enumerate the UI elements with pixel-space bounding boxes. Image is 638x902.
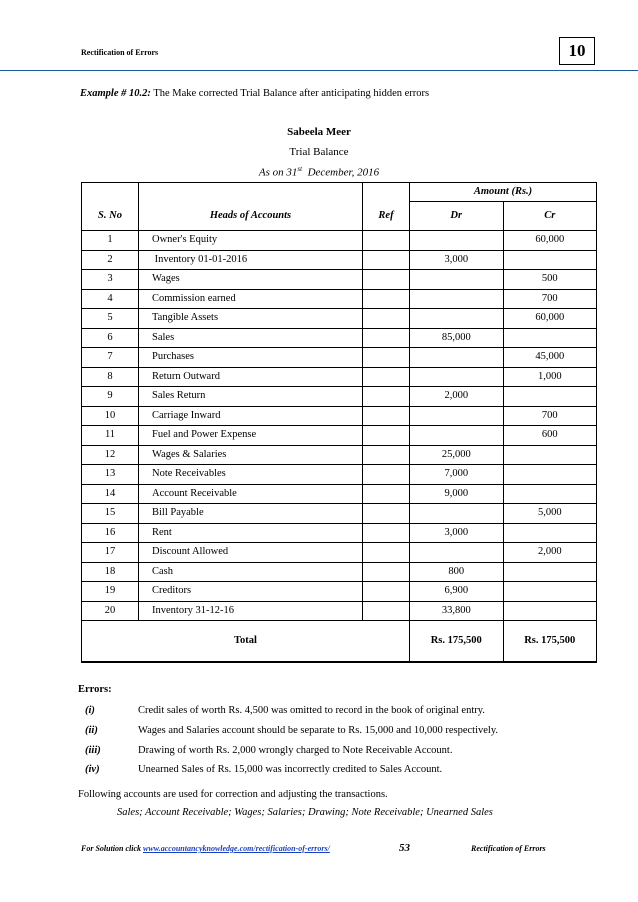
cell-cr: 60,000 (503, 231, 597, 251)
cell-cr (503, 445, 597, 465)
cell-sno: 13 (82, 465, 139, 485)
cell-cr (503, 465, 597, 485)
as-on-suffix: December, 2016 (302, 166, 380, 179)
cell-head: Rent (139, 523, 363, 543)
table-row (82, 523, 597, 543)
cell-ref (363, 465, 410, 485)
cell-sno: 16 (82, 523, 139, 543)
col-sno-header: S. No (82, 202, 139, 231)
table-row (82, 348, 597, 368)
cell-ref (363, 406, 410, 426)
cell-cr: 2,000 (503, 543, 597, 563)
cell-cr: 45,000 (503, 348, 597, 368)
cell-ref (363, 348, 410, 368)
statement-title: Trial Balance (289, 146, 349, 158)
cell-sno: 7 (82, 348, 139, 368)
cell-dr (410, 309, 504, 329)
table-row (82, 387, 597, 407)
cell-dr (410, 289, 504, 309)
cell-head: Return Outward (139, 367, 363, 387)
cell-head: Purchases (139, 348, 363, 368)
amount-header: Amount (Rs.) (410, 183, 597, 202)
cell-dr (410, 231, 504, 251)
cell-dr: 25,000 (410, 445, 504, 465)
table-row (82, 484, 597, 504)
cell-dr (410, 348, 504, 368)
table-row (82, 601, 597, 621)
cell-dr: 3,000 (410, 523, 504, 543)
cell-head: Cash (139, 562, 363, 582)
cell-cr: 700 (503, 289, 597, 309)
table-row (82, 406, 597, 426)
error-text: Wages and Salaries account should be separate to Rs. 15,000 and 10,000 respectively. (138, 725, 499, 736)
accounts-list: Sales; Account Receivable; Wages; Salaries; Drawing; Note Receivable; Unearned Sales (117, 807, 493, 818)
cell-head: Commission earned (139, 289, 363, 309)
table-header-row-amount (82, 183, 597, 202)
following-text: Following accounts are used for correction and adjusting the transactions. (78, 789, 388, 800)
cell-dr: 9,000 (410, 484, 504, 504)
cell-dr (410, 543, 504, 563)
table-row (82, 270, 597, 290)
cell-ref (363, 504, 410, 524)
cell-head: Owner's Equity (139, 231, 363, 251)
cell-head: Creditors (139, 582, 363, 602)
cell-cr: 500 (503, 270, 597, 290)
cell-cr: 600 (503, 426, 597, 446)
table-row (82, 504, 597, 524)
table-row (82, 250, 597, 270)
table-row (82, 582, 597, 602)
cell-cr (503, 601, 597, 621)
table-row (82, 426, 597, 446)
total-cr: Rs. 175,500 (503, 621, 597, 663)
company-name: Sabeela Meer (287, 126, 351, 138)
as-on-sup: st (297, 165, 303, 173)
error-number: (ii) (85, 725, 98, 736)
col-cr-header: Cr (503, 202, 597, 231)
cell-cr (503, 387, 597, 407)
cell-ref (363, 250, 410, 270)
cell-dr: 800 (410, 562, 504, 582)
cell-sno: 1 (82, 231, 139, 251)
cell-head: Carriage Inward (139, 406, 363, 426)
trial-balance-table (81, 182, 597, 663)
cell-sno: 19 (82, 582, 139, 602)
cell-sno: 20 (82, 601, 139, 621)
cell-dr (410, 406, 504, 426)
table-row (82, 562, 597, 582)
cell-sno: 8 (82, 367, 139, 387)
cell-sno: 9 (82, 387, 139, 407)
cell-sno: 2 (82, 250, 139, 270)
total-dr: Rs. 175,500 (410, 621, 504, 663)
cell-head: Wages (139, 270, 363, 290)
cell-dr: 6,900 (410, 582, 504, 602)
error-number: (iv) (85, 764, 100, 775)
cell-ref (363, 387, 410, 407)
cell-ref (363, 289, 410, 309)
table-row (82, 328, 597, 348)
table-row (82, 465, 597, 485)
cell-head: Inventory 01-01-2016 (139, 250, 363, 270)
cell-sno: 14 (82, 484, 139, 504)
cell-ref (363, 231, 410, 251)
col-dr-header: Dr (410, 202, 504, 231)
cell-sno: 10 (82, 406, 139, 426)
cell-ref (363, 270, 410, 290)
cell-sno: 4 (82, 289, 139, 309)
cell-sno: 18 (82, 562, 139, 582)
table-header-row (82, 202, 597, 231)
cell-ref (363, 309, 410, 329)
error-text: Unearned Sales of Rs. 15,000 was incorrectly credited to Sales Account. (138, 764, 443, 775)
table-row (82, 367, 597, 387)
cell-cr (503, 328, 597, 348)
cell-head: Inventory 31-12-16 (139, 601, 363, 621)
footer-solution (81, 844, 330, 853)
col-ref-header: Ref (363, 202, 410, 231)
cell-head: Discount Allowed (139, 543, 363, 563)
example-heading (80, 88, 429, 99)
header-divider (0, 70, 638, 71)
cell-ref (363, 523, 410, 543)
cell-dr: 33,800 (410, 601, 504, 621)
cell-cr: 700 (503, 406, 597, 426)
cell-ref (363, 582, 410, 602)
as-on-date (0, 165, 638, 179)
cell-cr (503, 484, 597, 504)
table-row (82, 309, 597, 329)
cell-dr (410, 504, 504, 524)
chapter-number-badge: 10 (559, 37, 595, 65)
header-title: Rectification of Errors (81, 48, 159, 57)
total-label: Total (82, 621, 410, 663)
cell-ref (363, 445, 410, 465)
cell-ref (363, 328, 410, 348)
error-text: Credit sales of worth Rs. 4,500 was omitted to record in the book of original entry. (138, 705, 485, 716)
footer-chapter-title: Rectification of Errors (471, 844, 546, 853)
cell-cr (503, 523, 597, 543)
example-label: Example # 10.2: (80, 88, 151, 99)
cell-sno: 5 (82, 309, 139, 329)
cell-dr (410, 367, 504, 387)
cell-cr: 5,000 (503, 504, 597, 524)
cell-ref (363, 543, 410, 563)
cell-head: Account Receivable (139, 484, 363, 504)
cell-head: Sales (139, 328, 363, 348)
cell-cr: 60,000 (503, 309, 597, 329)
cell-sno: 11 (82, 426, 139, 446)
cell-head: Tangible Assets (139, 309, 363, 329)
cell-dr: 7,000 (410, 465, 504, 485)
cell-sno: 3 (82, 270, 139, 290)
cell-sno: 6 (82, 328, 139, 348)
cell-head: Wages & Salaries (139, 445, 363, 465)
errors-title: Errors: (78, 684, 112, 695)
cell-ref (363, 484, 410, 504)
table-row (82, 445, 597, 465)
total-row (82, 621, 597, 663)
cell-head: Bill Payable (139, 504, 363, 524)
cell-head: Note Receivables (139, 465, 363, 485)
cell-dr: 2,000 (410, 387, 504, 407)
cell-head: Fuel and Power Expense (139, 426, 363, 446)
cell-ref (363, 426, 410, 446)
table-row (82, 289, 597, 309)
table-row (82, 231, 597, 251)
cell-dr (410, 426, 504, 446)
error-number: (iii) (85, 745, 101, 756)
page-number: 53 (399, 842, 410, 854)
cell-cr (503, 562, 597, 582)
cell-dr: 3,000 (410, 250, 504, 270)
error-number: (i) (85, 705, 95, 716)
table-row (82, 543, 597, 563)
cell-sno: 17 (82, 543, 139, 563)
cell-ref (363, 601, 410, 621)
cell-dr (410, 270, 504, 290)
cell-cr (503, 582, 597, 602)
cell-sno: 12 (82, 445, 139, 465)
footer-prefix: For Solution click (81, 844, 144, 853)
example-text: The Make corrected Trial Balance after anticipating hidden errors (153, 88, 430, 99)
cell-dr: 85,000 (410, 328, 504, 348)
cell-head: Sales Return (139, 387, 363, 407)
cell-cr (503, 250, 597, 270)
as-on-prefix: As on 31 (258, 166, 298, 179)
col-heads-header: Heads of Accounts (139, 202, 363, 231)
cell-ref (363, 367, 410, 387)
cell-cr: 1,000 (503, 367, 597, 387)
cell-sno: 15 (82, 504, 139, 524)
cell-ref (363, 562, 410, 582)
error-text: Drawing of worth Rs. 2,000 wrongly charged to Note Receivable Account. (138, 745, 453, 756)
solution-link[interactable]: www.accountancyknowledge.com/rectification-of-errors/ (143, 844, 330, 853)
